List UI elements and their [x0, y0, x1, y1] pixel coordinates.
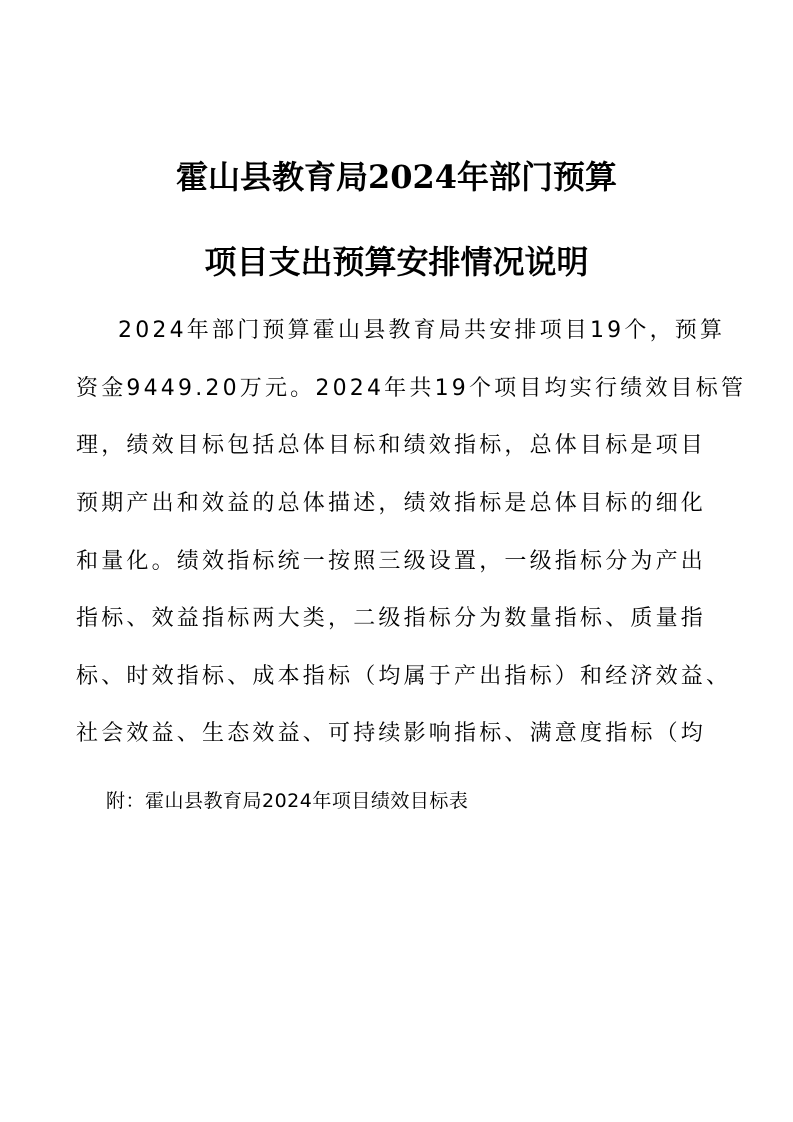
- paragraph-line: 2024年部门预算霍山县教育局共安排项目19个，预算: [118, 318, 726, 343]
- paragraph-line: 和量化。绩效指标统一按照三级设置，一级指标分为产出: [76, 549, 707, 574]
- paragraph-line: 预期产出和效益的总体描述，绩效指标是总体目标的细化: [76, 491, 707, 516]
- appendix-note: 附：霍山县教育局2024年项目绩效目标表: [106, 790, 469, 812]
- page-title-line-1: 霍山县教育局2024年部门预算: [175, 158, 618, 196]
- page-title-line-2: 项目支出预算安排情况说明: [204, 243, 589, 281]
- paragraph-line: 指标、效益指标两大类，二级指标分为数量指标、质量指: [76, 606, 707, 631]
- paragraph-line: 理，绩效目标包括总体目标和绩效指标，总体目标是项目: [76, 433, 707, 458]
- paragraph-line: 标、时效指标、成本指标（均属于产出指标）和经济效益、: [76, 664, 732, 689]
- paragraph-line: 资金9449.20万元。2024年共19个项目均实行绩效目标管: [76, 376, 747, 401]
- paragraph-line: 社会效益、生态效益、可持续影响指标、满意度指标（均: [76, 721, 707, 746]
